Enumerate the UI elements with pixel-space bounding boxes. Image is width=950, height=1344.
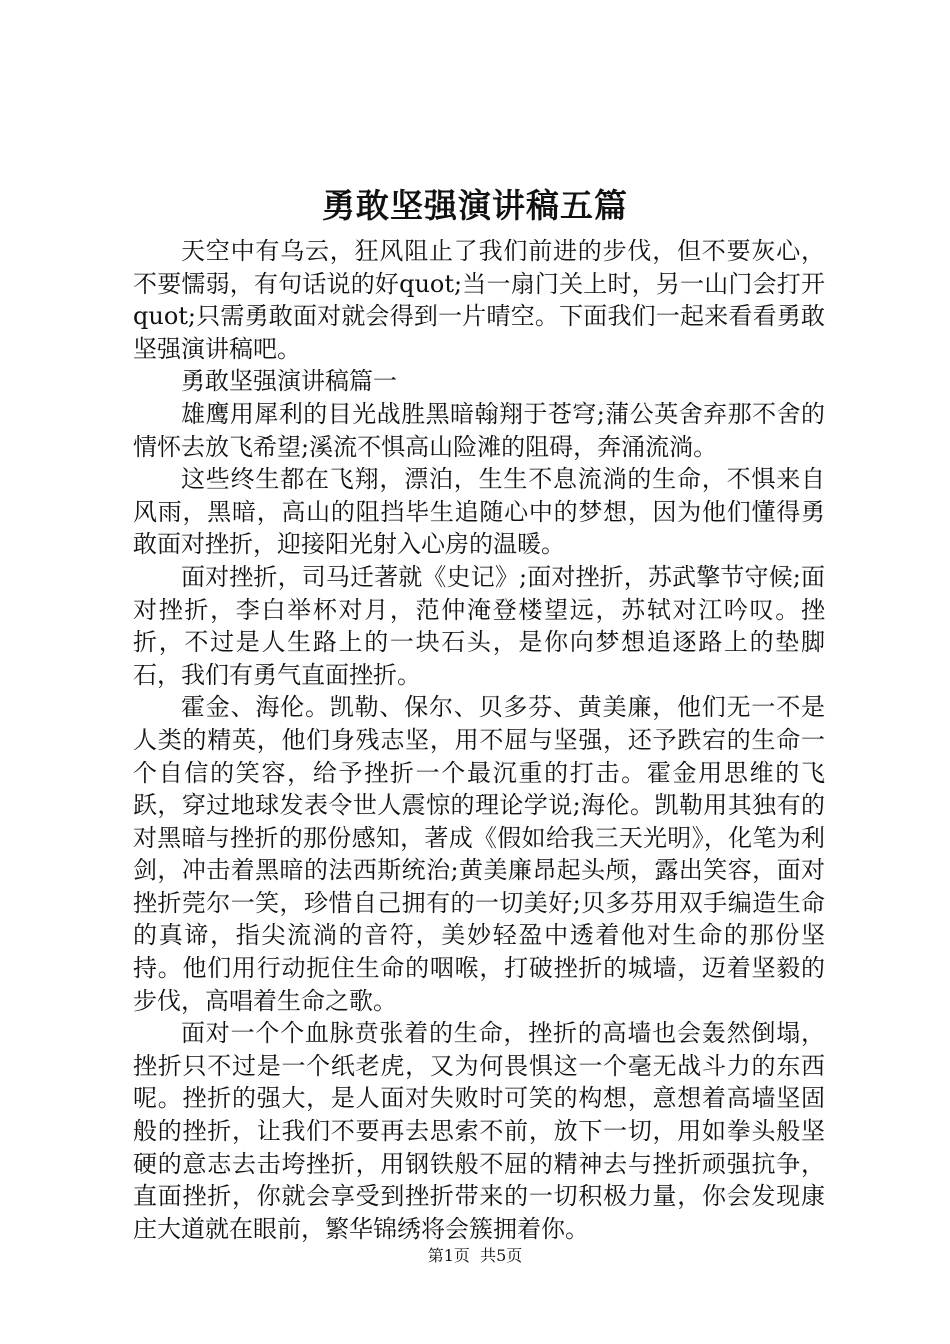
paragraph-intro: 天空中有乌云，狂风阻止了我们前进的步伐，但不要灰心，不要懦弱，有句话说的好quot;当一扇门关上时，另一山门会打开quot;只需勇敢面对就会得到一片晴空。下面我们一起来看看勇敢坚强演讲稿吧。	[133, 237, 825, 363]
paragraph: 这些终生都在飞翔，漂泊，生生不息流淌的生命，不惧来自风雨，黑暗，高山的阻挡毕生追随心中的梦想，因为他们懂得勇敢面对挫折，迎接阳光射入心房的温暖。	[133, 465, 825, 559]
page-number: 第1页	[427, 1246, 470, 1265]
page-total: 共5页	[480, 1246, 523, 1265]
paragraph: 面对挫折，司马迁著就《史记》;面对挫折，苏武擎节守候;面对挫折，李白举杯对月，范仲淹登楼望远，苏轼对江吟叹。挫折，不过是人生路上的一块石头，是你向梦想追逐路上的垫脚石，我们有勇气直面挫折。	[133, 562, 825, 689]
page-footer	[0, 1245, 950, 1267]
paragraph: 面对一个个血脉贲张着的生命，挫折的高墙也会轰然倒塌，挫折只不过是一个纸老虎，又为何畏惧这一个毫无战斗力的东西呢。挫折的强大，是人面对失败时可笑的构想，意想着高墙坚固般的挫折，让我们不要再去思索不前，放下一切，用如拳头般坚硬的意志去击垮挫折，用钢铁般不屈的精神去与挫折顽强抗争，直面挫折，你就会享受到挫折带来的一切积极力量，你会发现康庄大道就在眼前，繁华锦绣将会簇拥着你。	[133, 1019, 825, 1243]
paragraph: 霍金、海伦。凯勒、保尔、贝多芬、黄美廉，他们无一不是人类的精英，他们身残志坚，用不屈与坚强，还予跌宕的生命一个自信的笑容，给予挫折一个最沉重的打击。霍金用思维的飞跃，穿过地球发表令世人震惊的理论学说;海伦。凯勒用其独有的对黑暗与挫折的那份感知，著成《假如给我三天光明》，化笔为利剑，冲击着黑暗的法西斯统治;黄美廉昂起头颅，露出笑容，面对挫折莞尔一笑，珍惜自己拥有的一切美好;贝多芬用双手编造生命的真谛，指尖流淌的音符，美妙轻盈中透着他对生命的那份坚持。他们用行动扼住生命的咽喉，打破挫折的城墙，迈着坚毅的步伐，高唱着生命之歌。	[133, 693, 825, 1015]
paragraph: 雄鹰用犀利的目光战胜黑暗翰翔于苍穹;蒲公英舍弃那不舍的情怀去放飞希望;溪流不惧高山险滩的阻碍，奔涌流淌。	[133, 399, 825, 461]
document-title: 勇敢坚强演讲稿五篇	[322, 186, 628, 225]
section-heading: 勇敢坚强演讲稿篇一	[181, 367, 397, 396]
document-body	[133, 235, 825, 1245]
